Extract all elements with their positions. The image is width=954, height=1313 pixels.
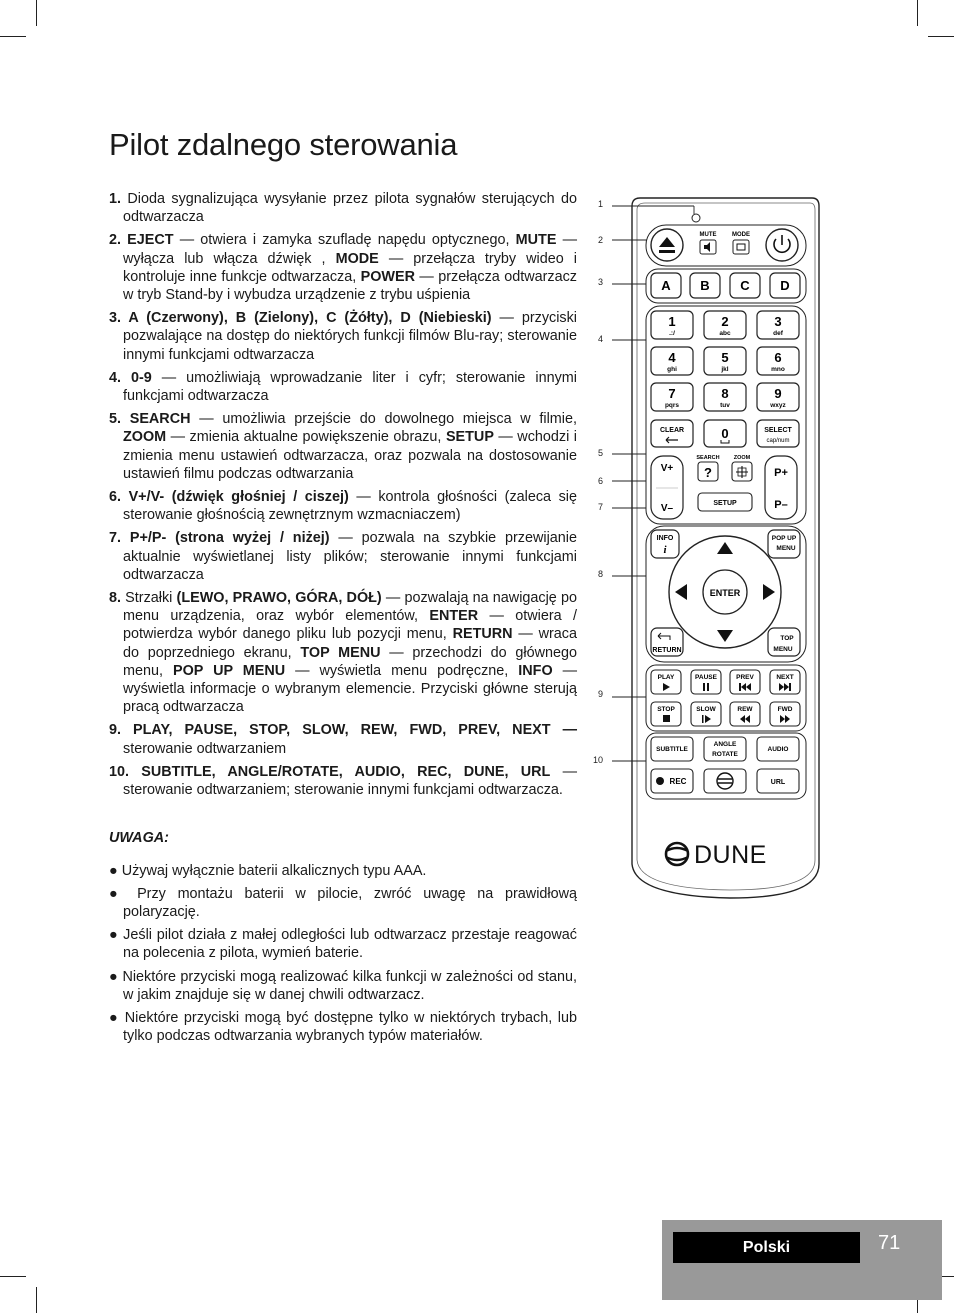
play-button[interactable] bbox=[651, 670, 681, 694]
bold-term: 7. P+/P- (strona wyżej / niżej) bbox=[109, 530, 330, 547]
record-icon bbox=[656, 777, 664, 785]
callout-number: 9 bbox=[598, 689, 604, 699]
bold-term: 10. SUBTITLE, ANGLE/ROTATE, AUDIO, REC, DUNE, URL bbox=[109, 763, 551, 780]
description-item bbox=[109, 410, 577, 483]
description-text: — zmienia aktualne powiększenie obrazu, bbox=[166, 429, 446, 446]
svg-text:URL: URL bbox=[770, 779, 786, 786]
crop-mark bbox=[36, 0, 37, 26]
bold-term: TOP MENU bbox=[300, 644, 381, 661]
description-text: — wyświetla informacje o wybranym elemencie. Przyciski główne sterują pracą odtwarzacza bbox=[123, 662, 578, 716]
crop-mark bbox=[36, 1287, 37, 1313]
svg-text:B: B bbox=[700, 278, 710, 293]
svg-text:MENU: MENU bbox=[776, 545, 796, 552]
digit-button-2[interactable] bbox=[704, 311, 746, 339]
setup-button[interactable] bbox=[698, 493, 752, 511]
digit-letters: abc bbox=[719, 330, 731, 337]
bold-term: 8. bbox=[109, 590, 122, 607]
digit-button-5[interactable] bbox=[704, 347, 746, 375]
top-menu-button[interactable] bbox=[768, 628, 800, 656]
bold-term: 3. A (Czerwony), B (Zielony), C (Żółty), D (Niebieski) bbox=[109, 310, 492, 327]
digit-button-7[interactable] bbox=[651, 383, 693, 411]
svg-text:A: A bbox=[661, 278, 671, 293]
digit-label: 5 bbox=[721, 350, 729, 365]
callout-number: 5 bbox=[598, 448, 604, 458]
svg-text:ANGLE: ANGLE bbox=[713, 741, 737, 748]
svg-text:ENTER: ENTER bbox=[709, 588, 741, 598]
note-item: ● Używaj wyłącznie baterii alkalicznych typu AAA. bbox=[109, 862, 427, 879]
button-description-list bbox=[109, 190, 577, 799]
description-text: — umożliwiają wprowadzanie liter i cyfr; sterowanie innymi funkcjami odtwarzacza bbox=[123, 369, 577, 405]
crop-mark bbox=[0, 1276, 26, 1277]
page-number: 71 bbox=[878, 1232, 901, 1254]
callout-numbers bbox=[593, 199, 603, 765]
note-list bbox=[109, 862, 577, 1046]
search-label: SEARCH bbox=[696, 455, 720, 461]
bold-term: MODE bbox=[335, 250, 379, 267]
svg-text:REW: REW bbox=[737, 706, 753, 713]
digit-label: 3 bbox=[774, 314, 782, 329]
svg-text:PAUSE: PAUSE bbox=[695, 674, 717, 681]
footer-box bbox=[662, 1220, 942, 1300]
description-column bbox=[109, 190, 577, 1050]
svg-text:SUBTITLE: SUBTITLE bbox=[656, 746, 688, 753]
svg-text:DUNE: DUNE bbox=[694, 841, 767, 869]
description-text: — przełącza odtwarzacz w tryb Stand-by i wybudza urządzenie z trybu uśpienia bbox=[123, 268, 577, 304]
description-text: — pozwala na szybkie przewijanie aktualnie wyświetlanej listy plików; sterowanie innymi funkcjami odtwarzacza bbox=[123, 530, 577, 583]
description-item bbox=[109, 190, 577, 226]
svg-text:NEXT: NEXT bbox=[776, 674, 794, 681]
dune-logo-icon bbox=[717, 773, 733, 789]
svg-text:cap/num: cap/num bbox=[766, 438, 790, 444]
eject-button[interactable] bbox=[651, 229, 683, 261]
note-item: ● Przy montażu baterii w pilocie, zwróć uwagę na prawidłową polaryzację. bbox=[109, 885, 577, 920]
bold-term: 9. PLAY, PAUSE, STOP, SLOW, REW, FWD, PREV, NEXT — bbox=[109, 722, 577, 739]
description-item bbox=[109, 369, 577, 405]
bold-term: RETURN bbox=[452, 626, 513, 643]
description-text: — kontrola głośności (zaleca się sterowanie głośnością zewnętrznym wzmacniaczem) bbox=[123, 489, 578, 524]
description-item bbox=[109, 488, 577, 524]
digit-letters: .:/ bbox=[669, 330, 675, 337]
svg-text:MUTE: MUTE bbox=[699, 232, 717, 238]
digit-letters: def bbox=[773, 330, 783, 337]
description-item bbox=[109, 589, 577, 716]
slow-button[interactable] bbox=[691, 702, 721, 726]
digit-letters: tuv bbox=[720, 402, 730, 409]
mute-button[interactable] bbox=[700, 232, 717, 254]
dune-logo-icon bbox=[666, 843, 688, 865]
bold-term: 4. 0-9 bbox=[109, 369, 152, 386]
angle-rotate-button[interactable] bbox=[704, 737, 746, 761]
digit-button-9[interactable] bbox=[757, 383, 799, 411]
svg-text:P–: P– bbox=[774, 499, 788, 511]
question-icon: ? bbox=[704, 465, 712, 480]
svg-text:ROTATE: ROTATE bbox=[712, 751, 738, 758]
subtitle-button[interactable] bbox=[651, 737, 693, 761]
svg-text:SELECT: SELECT bbox=[764, 427, 792, 434]
popup-menu-button[interactable] bbox=[768, 530, 800, 558]
description-text: sterowanie odtwarzaniem bbox=[123, 740, 287, 757]
description-text: — wyświetla menu podręczne, bbox=[285, 662, 519, 679]
svg-text:FWD: FWD bbox=[777, 706, 793, 713]
bold-term: SETUP bbox=[445, 429, 494, 446]
svg-text:V–: V– bbox=[660, 503, 674, 514]
fwd-button[interactable] bbox=[770, 702, 800, 726]
bold-term: 6. V+/V- (dźwięk głośniej / ciszej) bbox=[109, 489, 349, 506]
crop-mark bbox=[0, 36, 26, 37]
description-item bbox=[109, 721, 577, 757]
stop-icon bbox=[663, 715, 670, 722]
volume-up-button[interactable] bbox=[661, 463, 674, 474]
callout-number: 2 bbox=[598, 235, 604, 245]
audio-button[interactable] bbox=[757, 737, 799, 761]
description-item bbox=[109, 763, 577, 799]
info-icon: i bbox=[663, 544, 667, 556]
page-title: Pilot zdalnego sterowania bbox=[109, 127, 458, 162]
description-text: — otwiera i zamyka szufladę napędu optycznego, bbox=[173, 232, 516, 249]
description-item bbox=[109, 309, 577, 364]
svg-text:SETUP: SETUP bbox=[713, 500, 737, 507]
svg-text:MENU: MENU bbox=[773, 646, 793, 653]
bold-term: 5. SEARCH bbox=[109, 411, 191, 428]
page-up-button[interactable] bbox=[774, 467, 788, 479]
digit-letters: mno bbox=[771, 366, 785, 373]
svg-text:CLEAR: CLEAR bbox=[659, 427, 685, 434]
description-text: — przełącza tryby wideo i kontroluje inne funkcje odtwarzacza, bbox=[123, 250, 577, 285]
bold-term: 2. EJECT bbox=[109, 232, 174, 249]
description-text: — pozwalają na nawigację po menu urządzenia, oraz wybór elementów, bbox=[123, 590, 577, 625]
svg-text:AUDIO: AUDIO bbox=[767, 746, 789, 753]
volume-down-button[interactable] bbox=[661, 503, 674, 514]
description-text: — przyciski pozwalające na dostęp do niektórych funkcji filmów Blu-ray; sterowanie innymi funkcjami odtwarzacza bbox=[123, 310, 577, 363]
digit-button-8[interactable] bbox=[704, 383, 746, 411]
description-text: — wraca do poprzedniego ekranu, bbox=[123, 626, 577, 661]
dune-brand-logo bbox=[666, 841, 767, 869]
note-item: ● Niektóre przyciski mogą być dostępne tylko w niektórych trybach, lub tylko podczas odtwarzania wybranych typów materiałów. bbox=[109, 1009, 577, 1045]
bold-term: MUTE bbox=[515, 232, 557, 249]
digit-label: 4 bbox=[668, 350, 676, 365]
description-item bbox=[109, 231, 577, 304]
bold-term: (LEWO, PRAWO, GÓRA, DÓŁ) bbox=[176, 590, 382, 607]
bold-term: INFO bbox=[518, 662, 553, 679]
svg-text:D: D bbox=[780, 278, 790, 293]
svg-text:TOP: TOP bbox=[780, 635, 794, 642]
next-button[interactable] bbox=[770, 670, 800, 694]
callout-number: 4 bbox=[598, 334, 604, 344]
svg-text:INFO: INFO bbox=[656, 535, 674, 542]
digit-keys bbox=[651, 311, 799, 411]
select-button[interactable] bbox=[757, 420, 799, 447]
description-text: — wyłącza lub włącza dźwięk , bbox=[123, 232, 577, 267]
bold-term: ENTER bbox=[429, 608, 479, 625]
crop-mark bbox=[917, 0, 918, 26]
svg-text:V+: V+ bbox=[660, 463, 674, 474]
remote-control-diagram bbox=[590, 192, 825, 907]
bold-term: 1. bbox=[109, 191, 128, 207]
digit-button-0[interactable] bbox=[704, 420, 746, 447]
color-button-b[interactable] bbox=[690, 273, 720, 298]
callout-number: 8 bbox=[598, 569, 604, 579]
search-button[interactable] bbox=[698, 462, 718, 481]
svg-text:0: 0 bbox=[721, 426, 729, 441]
digit-button-6[interactable] bbox=[757, 347, 799, 375]
digit-letters: jkl bbox=[721, 366, 729, 373]
callout-number: 7 bbox=[598, 502, 604, 512]
digit-button-1[interactable] bbox=[651, 311, 693, 339]
prev-button[interactable] bbox=[730, 670, 760, 694]
svg-text:MODE: MODE bbox=[732, 232, 750, 238]
svg-text:POP UP: POP UP bbox=[771, 535, 797, 542]
digit-letters: pqrs bbox=[664, 402, 680, 409]
zoom-button[interactable] bbox=[732, 462, 752, 481]
pause-button[interactable] bbox=[691, 670, 721, 694]
svg-text:C: C bbox=[740, 278, 750, 293]
bold-term: ZOOM bbox=[123, 429, 167, 446]
bold-term: POWER bbox=[360, 268, 415, 285]
rec-button[interactable] bbox=[651, 769, 693, 793]
digit-label: 1 bbox=[668, 314, 676, 329]
svg-text:SLOW: SLOW bbox=[696, 706, 716, 713]
page-down-button[interactable] bbox=[774, 499, 787, 511]
callout-number: 6 bbox=[598, 476, 604, 486]
enter-button[interactable] bbox=[703, 570, 747, 614]
rew-button[interactable] bbox=[730, 702, 760, 726]
callout-number: 1 bbox=[598, 199, 604, 209]
stop-button[interactable] bbox=[651, 702, 681, 726]
description-text: — sterowanie odtwarzaniem; sterowanie innymi funkcjami odtwarzacza. bbox=[123, 763, 577, 799]
note-heading: UWAGA: bbox=[109, 830, 169, 847]
led-indicator bbox=[692, 214, 700, 222]
digit-letters: ghi bbox=[667, 366, 677, 373]
description-text: — otwiera / potwierdza wybór danego pliku lub pozycji menu, bbox=[123, 608, 577, 643]
digit-button-4[interactable] bbox=[651, 347, 693, 375]
power-button[interactable] bbox=[766, 229, 798, 261]
note-item: ● Niektóre przyciski mogą realizować kilka funkcji w zależności od stanu, w jakim znajduje się w danej chwili odtwarzacz. bbox=[109, 968, 577, 1003]
url-button[interactable] bbox=[757, 769, 799, 793]
svg-text:STOP: STOP bbox=[657, 706, 675, 713]
crop-mark bbox=[928, 36, 954, 37]
digit-letters: wxyz bbox=[770, 402, 786, 409]
description-text: — umożliwia przejście do dowolnego miejsca w filmie, bbox=[190, 411, 577, 428]
note-item: ● Jeśli pilot działa z małej odległości lub odtwarzacz przestaje reagować na polecenia z pilota, wymień baterie. bbox=[109, 927, 577, 962]
digit-label: 2 bbox=[721, 314, 729, 329]
bold-term: POP UP MENU bbox=[172, 662, 286, 679]
digit-label: 8 bbox=[721, 386, 729, 401]
color-button-c[interactable] bbox=[730, 273, 760, 298]
svg-text:REC: REC bbox=[669, 777, 687, 786]
dune-button[interactable] bbox=[704, 769, 746, 793]
description-text: — wchodzi i zmienia menu ustawień odtwarzacza, oraz pozwala na dostosowanie ustawień filmu podczas odtwarzania bbox=[123, 429, 577, 482]
clear-button[interactable] bbox=[651, 420, 693, 447]
svg-text:PLAY: PLAY bbox=[657, 674, 675, 681]
description-text: Strzałki bbox=[121, 590, 177, 607]
return-button[interactable] bbox=[651, 628, 683, 656]
description-text: — przechodzi do głównego menu, bbox=[123, 644, 577, 679]
description-item bbox=[109, 529, 577, 584]
mode-button[interactable] bbox=[732, 232, 750, 254]
color-button-a[interactable] bbox=[651, 273, 681, 298]
info-button[interactable] bbox=[651, 530, 679, 558]
svg-text:RETURN: RETURN bbox=[652, 647, 682, 654]
language-label: Polski bbox=[673, 1232, 860, 1263]
svg-text:P+: P+ bbox=[774, 467, 788, 479]
digit-label: 6 bbox=[774, 350, 782, 365]
zoom-label: ZOOM bbox=[733, 455, 751, 461]
svg-text:PREV: PREV bbox=[736, 674, 754, 681]
callout-number: 10 bbox=[593, 755, 604, 765]
digit-button-3[interactable] bbox=[757, 311, 799, 339]
digit-label: 7 bbox=[668, 386, 676, 401]
digit-label: 9 bbox=[774, 386, 782, 401]
description-text: Dioda sygnalizująca wysyłanie przez pilota sygnałów sterujących do odtwarzacza bbox=[123, 191, 577, 226]
color-button-d[interactable] bbox=[770, 273, 800, 298]
callout-number: 3 bbox=[598, 277, 604, 287]
